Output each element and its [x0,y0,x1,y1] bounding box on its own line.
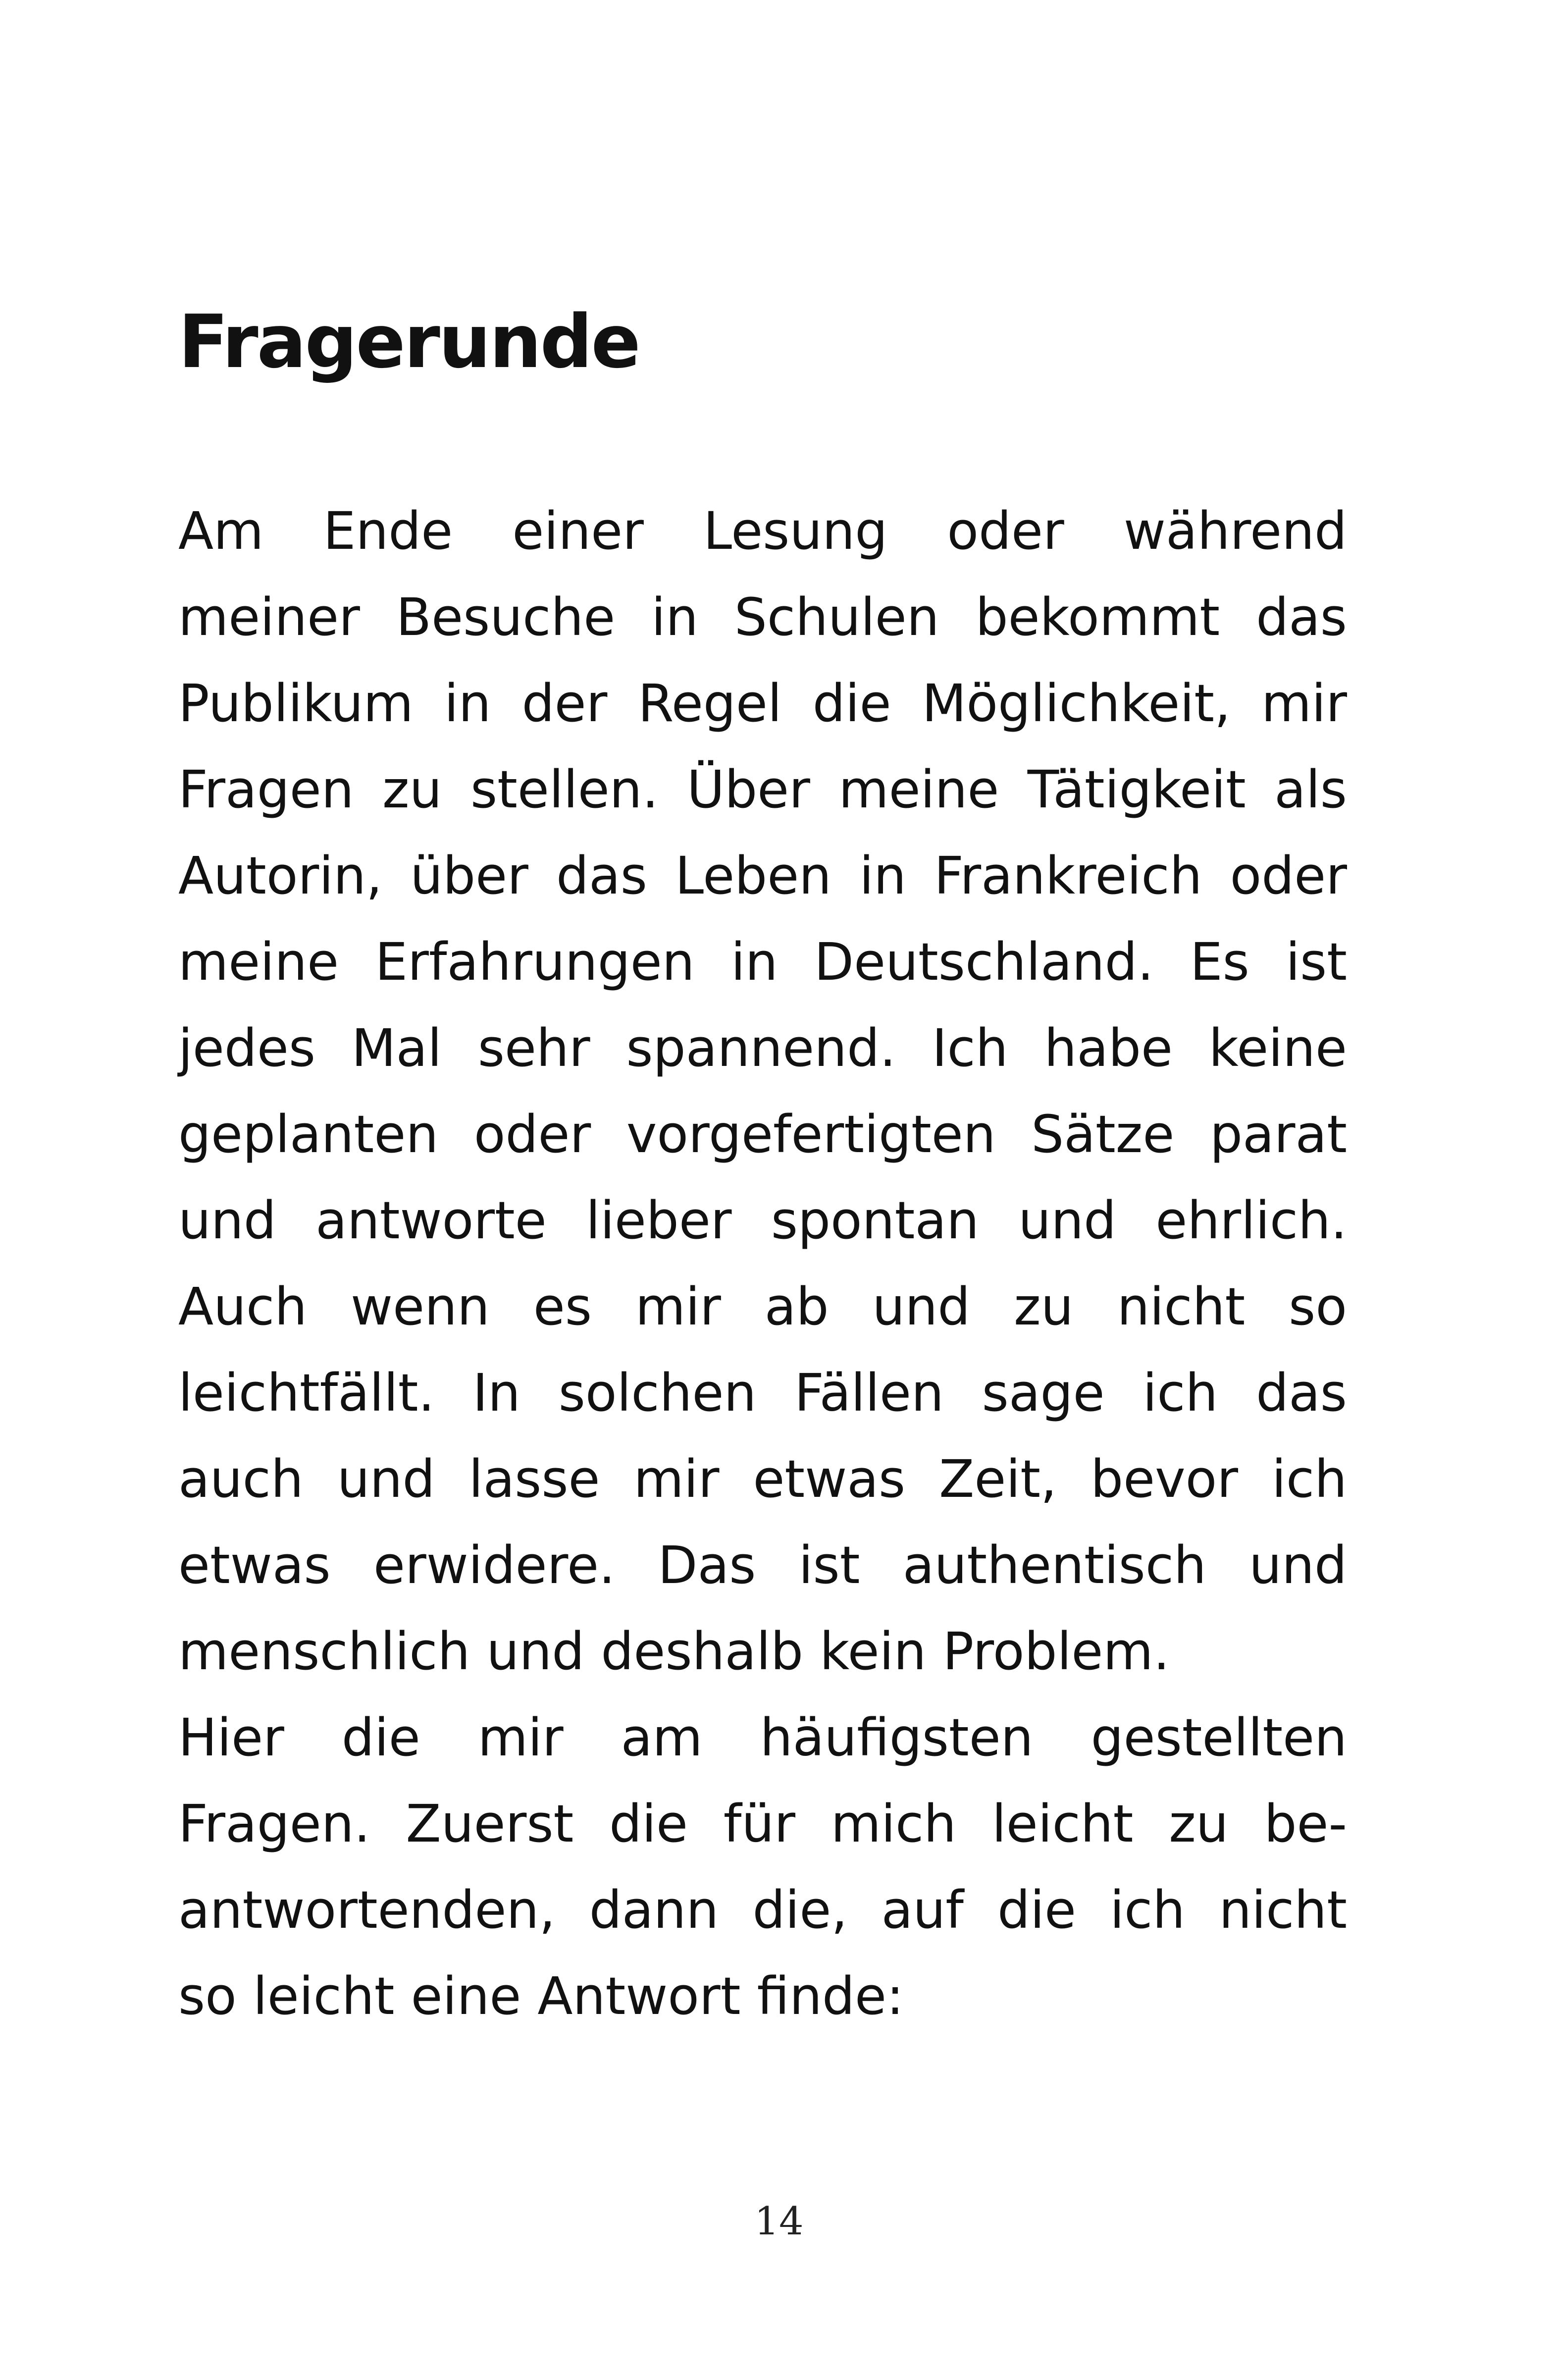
text-line: Hier die mir am häufigsten gestellten [178,1707,1347,1768]
text-line: jedes Mal sehr spannend. Ich habe keine [178,1018,1347,1078]
page-number: 14 [754,2199,804,2244]
text-line: antwortenden, dann die, auf die ich nicht [178,1880,1347,1940]
paragraph-questions-intro [178,1694,1347,2039]
text-line: meiner Besuche in Schulen bekommt das [178,587,1347,647]
paragraph-intro [178,488,1347,1694]
body-text [178,488,1347,2039]
text-line: und antworte lieber spontan und ehrlich. [178,1190,1347,1251]
text-line: geplanten oder vorgefertigten Sätze parat [178,1104,1347,1164]
text-line: etwas erwidere. Das ist authentisch und [178,1535,1347,1595]
text-line: leichtfällt. In solchen Fällen sage ich das [178,1363,1347,1423]
text-line: Fragen zu stellen. Über meine Tätigkeit als [178,759,1347,820]
text-line: menschlich und deshalb kein Problem. [178,1621,1170,1682]
text-line: Fragen. Zuerst die für mich leicht zu be- [178,1794,1347,1854]
chapter-heading: Fragerunde [178,299,639,384]
text-line: Auch wenn es mir ab und zu nicht so [178,1276,1347,1337]
text-line: meine Erfahrungen in Deutschland. Es ist [178,932,1347,992]
text-line: Am Ende einer Lesung oder während [178,501,1347,561]
text-line: auch und lasse mir etwas Zeit, bevor ich [178,1449,1347,1509]
text-line: Publikum in der Regel die Möglichkeit, mir [178,673,1347,734]
text-line: Autorin, über das Leben in Frankreich oder [178,846,1347,906]
text-line: so leicht eine Antwort finde: [178,1966,904,2026]
